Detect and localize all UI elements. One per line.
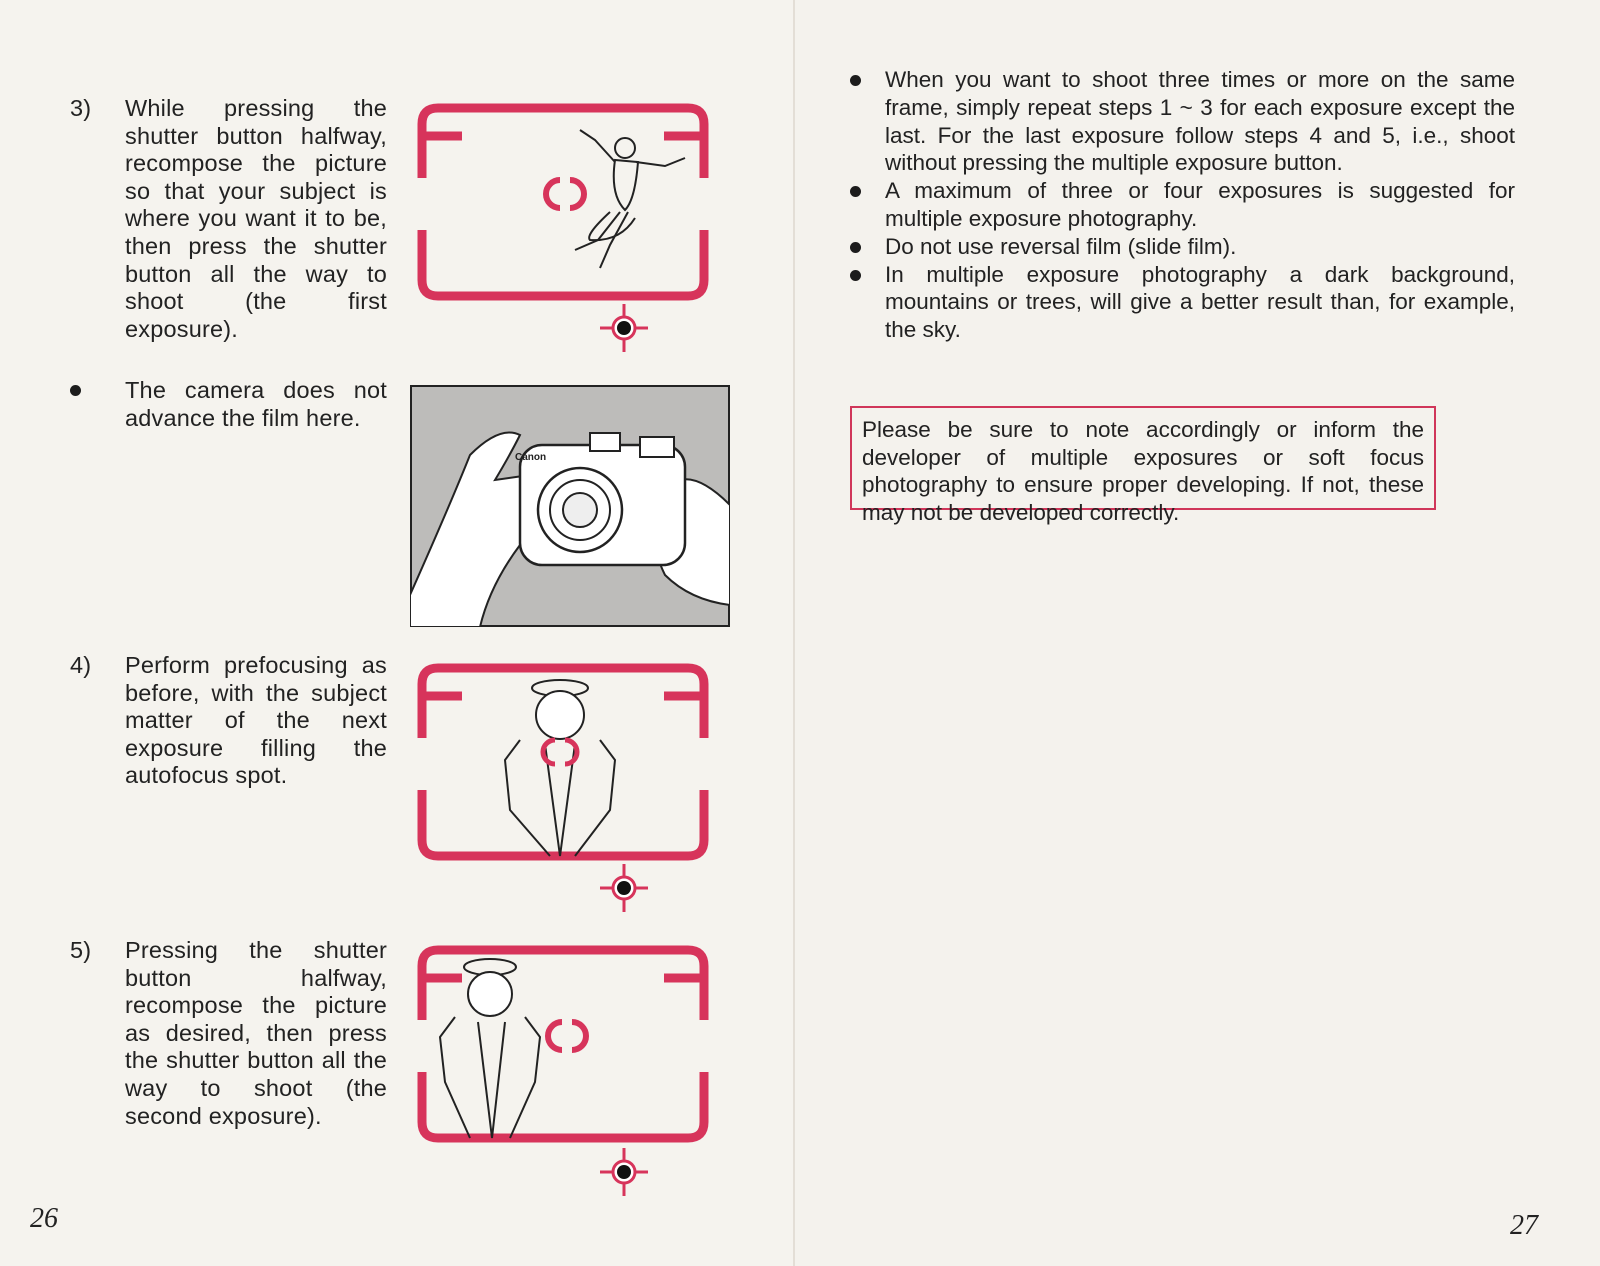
focus-indicator-icon bbox=[600, 864, 648, 912]
left-page bbox=[0, 0, 795, 1266]
page-number-left: 26 bbox=[30, 1203, 58, 1234]
viewfinder-figure-1 bbox=[410, 100, 730, 360]
step-number: 3) bbox=[70, 95, 92, 121]
bullet-dot bbox=[850, 186, 861, 197]
step-text: While pressing the shutter button halfway, recompose the picture so that your subject is where you want it to be, then press the shutter button all the way to shoot (the first exposure). bbox=[125, 95, 387, 342]
focus-indicator-icon bbox=[600, 1148, 648, 1196]
af-bracket-icon bbox=[543, 740, 577, 764]
bullet-dot bbox=[850, 242, 861, 253]
bullet-dot bbox=[850, 75, 861, 86]
camera-hands-illustration bbox=[410, 385, 730, 627]
af-bracket-icon bbox=[546, 180, 584, 208]
dancer-illustration bbox=[575, 130, 685, 268]
focus-indicator-icon bbox=[600, 304, 648, 352]
viewfinder-figure-2 bbox=[410, 660, 730, 920]
list-item: When you want to shoot three times or more on the same frame, simply repeat steps 1 ~ 3 for each exposure except the last. For the last exposure follow steps 4 and 5, i.e., shoot without pressing the multiple exposure button. bbox=[885, 66, 1515, 177]
bullet-dot bbox=[70, 385, 81, 396]
camera-brand-label: Canon bbox=[515, 452, 547, 463]
step-number: 4) bbox=[70, 652, 92, 678]
right-page bbox=[795, 0, 1600, 1266]
notes-bullet-list bbox=[885, 66, 1515, 344]
bullet-dot bbox=[850, 270, 861, 281]
af-bracket-icon bbox=[548, 1022, 586, 1050]
developer-note-box: Please be sure to note accordingly or inform the developer of multiple exposures or soft focus photography to ensure proper developing. If not, these may not be developed correctly. bbox=[850, 406, 1436, 510]
clown-illustration bbox=[505, 680, 615, 856]
viewfinder-frame-icon bbox=[422, 108, 704, 296]
step-text: Perform prefocusing as before, with the subject matter of the next exposure filling the autofocus spot. bbox=[125, 652, 387, 789]
step-text: Pressing the shutter button halfway, recompose the picture as desired, then press the shutter button all the way to shoot (the second exposure). bbox=[125, 937, 387, 1129]
list-item: A maximum of three or four exposures is suggested for multiple exposure photography. bbox=[885, 177, 1515, 233]
list-item: Do not use reversal film (slide film). bbox=[885, 233, 1515, 261]
viewfinder-frame-icon bbox=[422, 950, 704, 1138]
page-number-right: 27 bbox=[1510, 1210, 1538, 1241]
list-item: In multiple exposure photography a dark background, mountains or trees, will give a better result than, for example, the sky. bbox=[885, 261, 1515, 344]
clown-illustration bbox=[440, 959, 540, 1138]
bullet-text: The camera does not advance the film here. bbox=[125, 377, 387, 431]
viewfinder-figure-3 bbox=[410, 942, 730, 1202]
step-number: 5) bbox=[70, 937, 92, 963]
